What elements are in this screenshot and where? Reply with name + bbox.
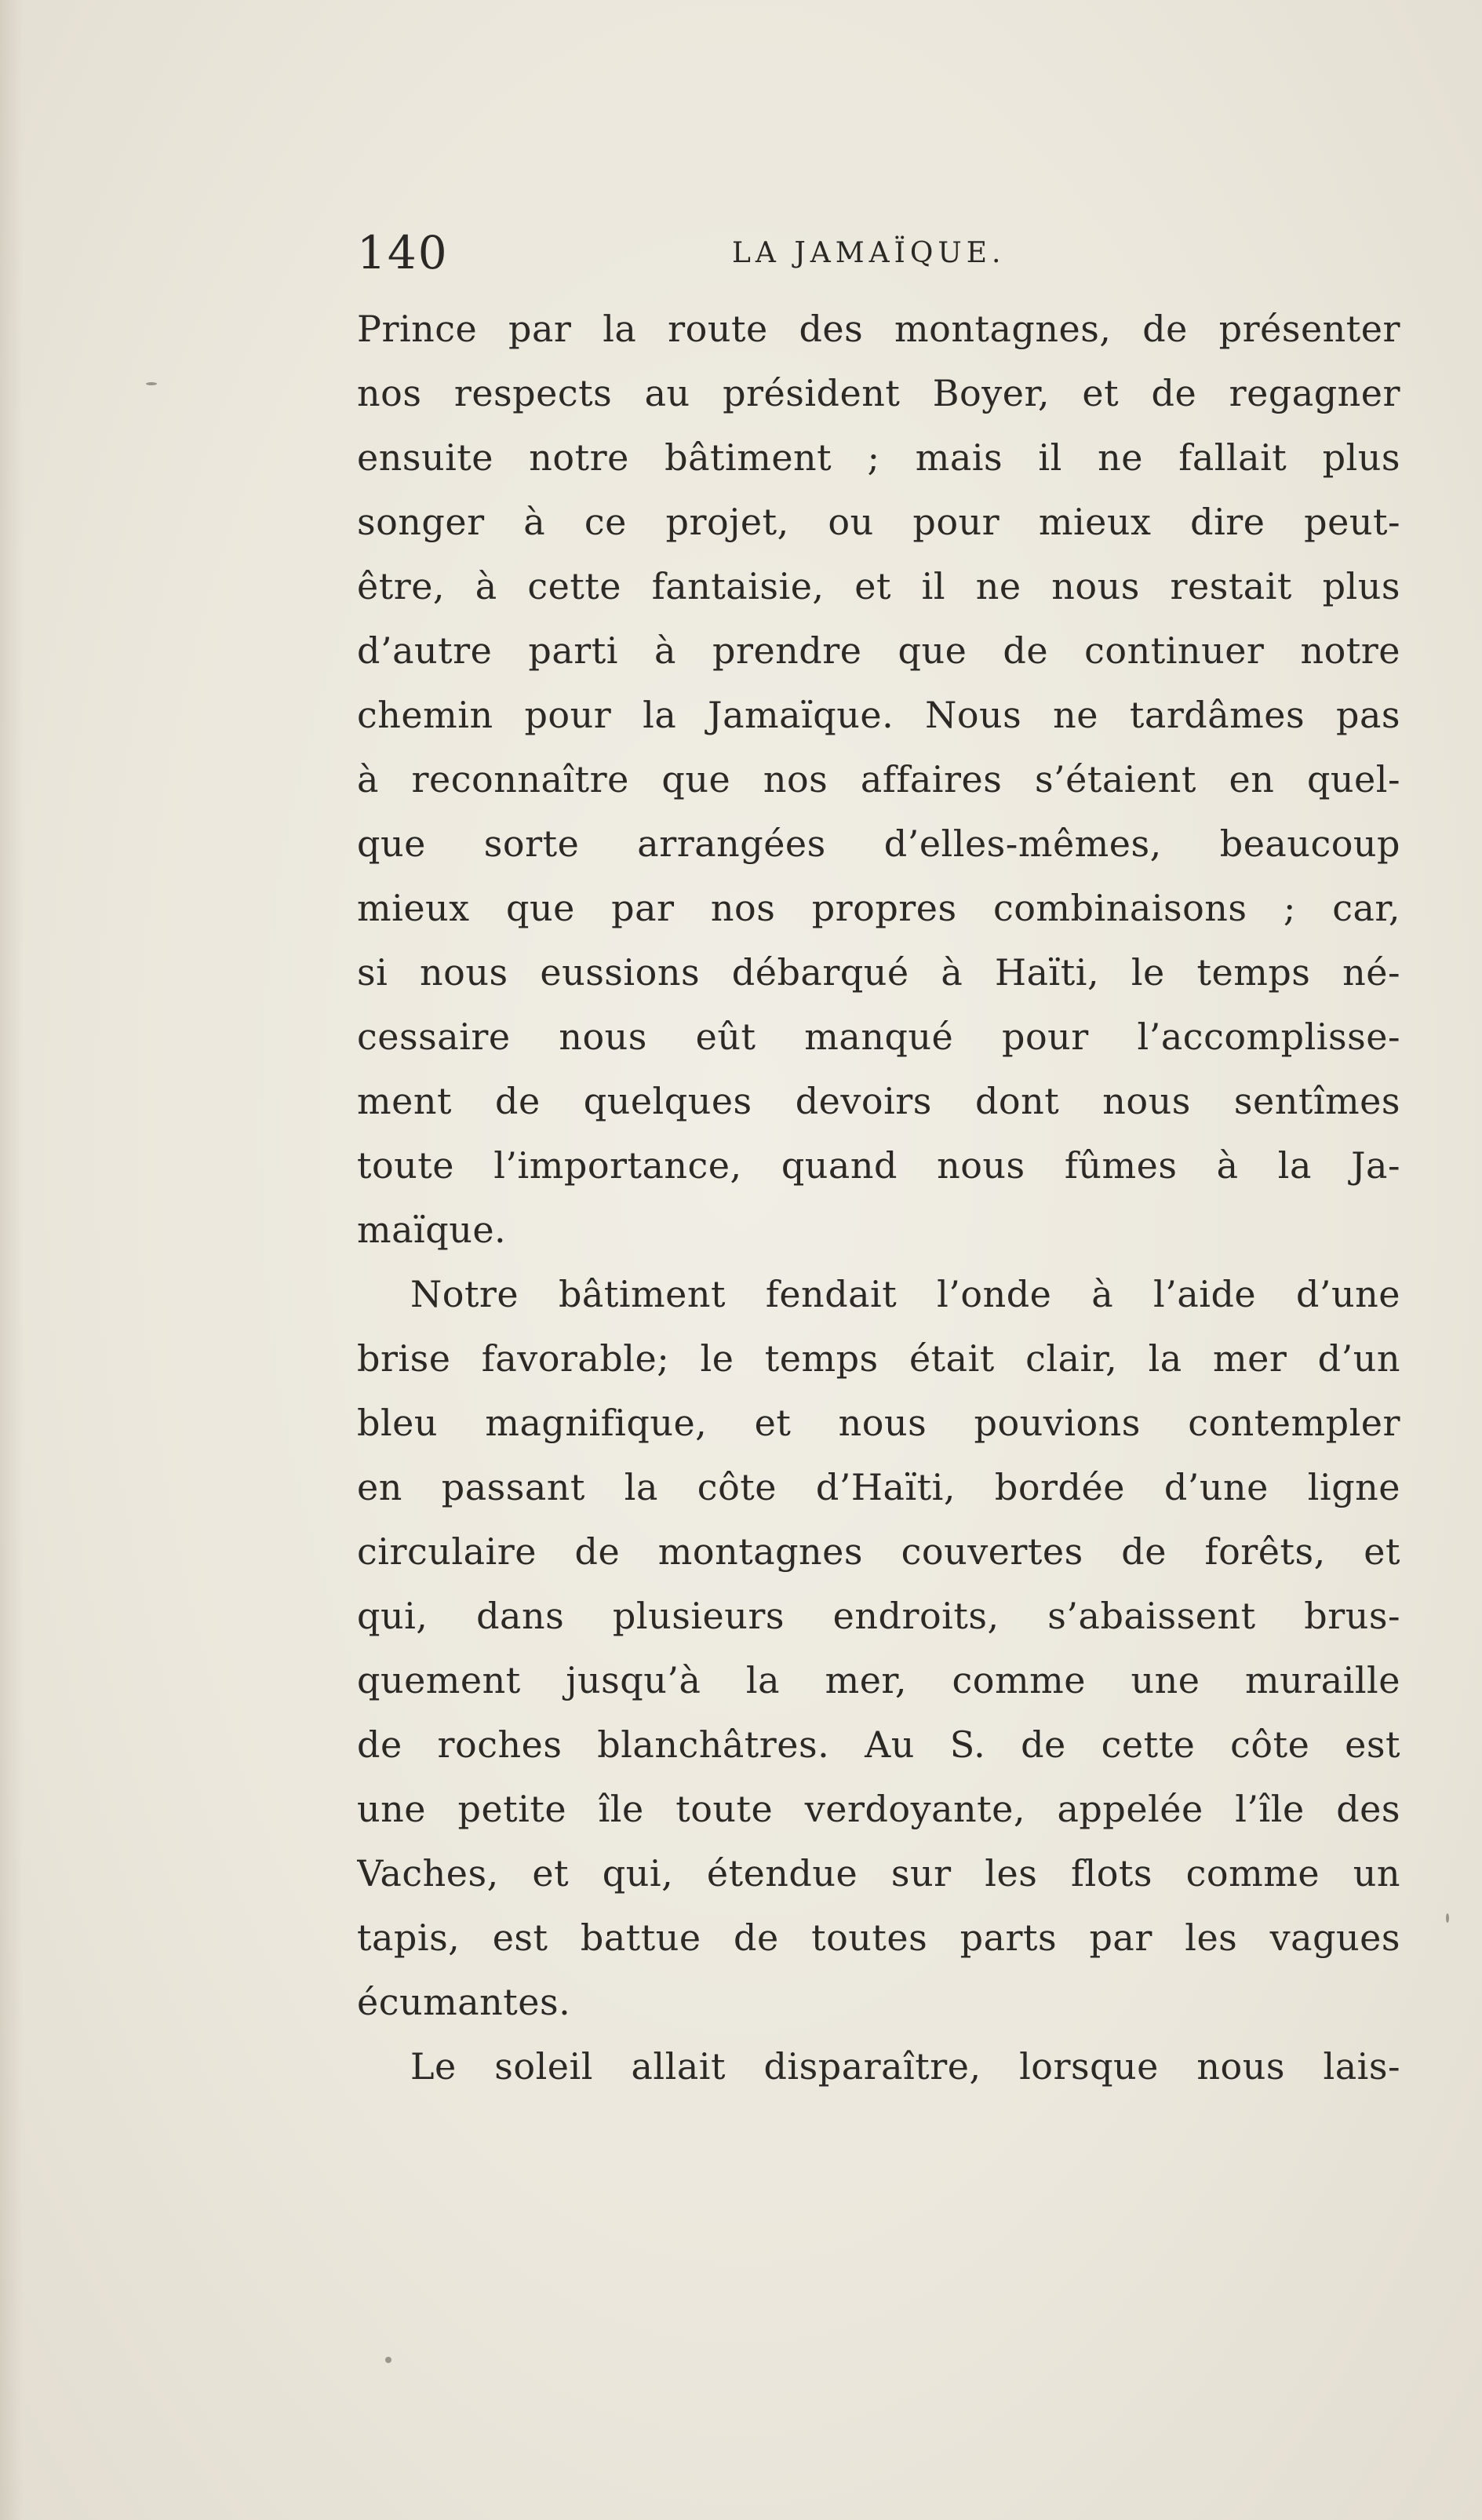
paper-speck	[1446, 1913, 1449, 1923]
text-line: mieux que par nos propres combinaisons ; car,	[357, 887, 1400, 929]
text-line: d’autre parti à prendre que de continuer notre	[357, 629, 1400, 672]
text-line: à reconnaître que nos affaires s’étaient en quel-	[357, 758, 1400, 800]
text-line: nos respects au président Boyer, et de regagner	[357, 372, 1400, 414]
text-line: une petite île toute verdoyante, appelée l’île des	[357, 1788, 1400, 1830]
text-line: bleu magnifique, et nous pouvions contempler	[357, 1402, 1400, 1444]
page-number: 140	[357, 226, 449, 279]
text-line: circulaire de montagnes couvertes de forêts, et	[357, 1530, 1400, 1573]
text-line: cessaire nous eût manqué pour l’accomplisse-	[357, 1016, 1400, 1058]
text-line: Notre bâtiment fendait l’onde à l’aide d’une	[410, 1273, 1400, 1315]
text-line: quement jusqu’à la mer, comme une muraille	[357, 1659, 1400, 1701]
text-line: ensuite notre bâtiment ; mais il ne fallait plus	[357, 436, 1400, 479]
paper-speck	[146, 382, 157, 385]
text-line: toute l’importance, quand nous fûmes à la Ja-	[357, 1144, 1400, 1187]
text-line: Vaches, et qui, étendue sur les flots comme un	[357, 1852, 1400, 1895]
text-line: Le soleil allait disparaître, lorsque nous lais-	[410, 2045, 1400, 2088]
text-line: de roches blanchâtres. Au S. de cette côte est	[357, 1723, 1400, 1766]
text-line: qui, dans plusieurs endroits, s’abaissent brus-	[357, 1595, 1400, 1637]
text-line: écumantes.	[357, 1981, 571, 2023]
text-line: songer à ce projet, ou pour mieux dire peut-	[357, 501, 1400, 543]
text-line: être, à cette fantaisie, et il ne nous restait plus	[357, 565, 1400, 607]
text-line: que sorte arrangées d’elles-mêmes, beaucoup	[357, 822, 1400, 865]
text-line: si nous eussions débarqué à Haïti, le temps né-	[357, 951, 1400, 994]
text-line: maïque.	[357, 1209, 507, 1251]
text-line: chemin pour la Jamaïque. Nous ne tardâmes pas	[357, 694, 1400, 736]
paper-speck	[385, 2357, 391, 2363]
text-line: tapis, est battue de toutes parts par les vagues	[357, 1916, 1400, 1959]
page-edge-shadow	[0, 0, 24, 2520]
text-line: Prince par la route des montagnes, de présenter	[357, 308, 1400, 350]
body-text	[357, 297, 1400, 2099]
text-line: en passant la côte d’Haïti, bordée d’une ligne	[357, 1466, 1400, 1508]
page-header	[357, 226, 1400, 289]
text-line: brise favorable; le temps était clair, la mer d’un	[357, 1337, 1400, 1380]
text-line: ment de quelques devoirs dont nous sentîmes	[357, 1080, 1400, 1122]
running-title: LA JAMAÏQUE.	[732, 237, 1006, 269]
